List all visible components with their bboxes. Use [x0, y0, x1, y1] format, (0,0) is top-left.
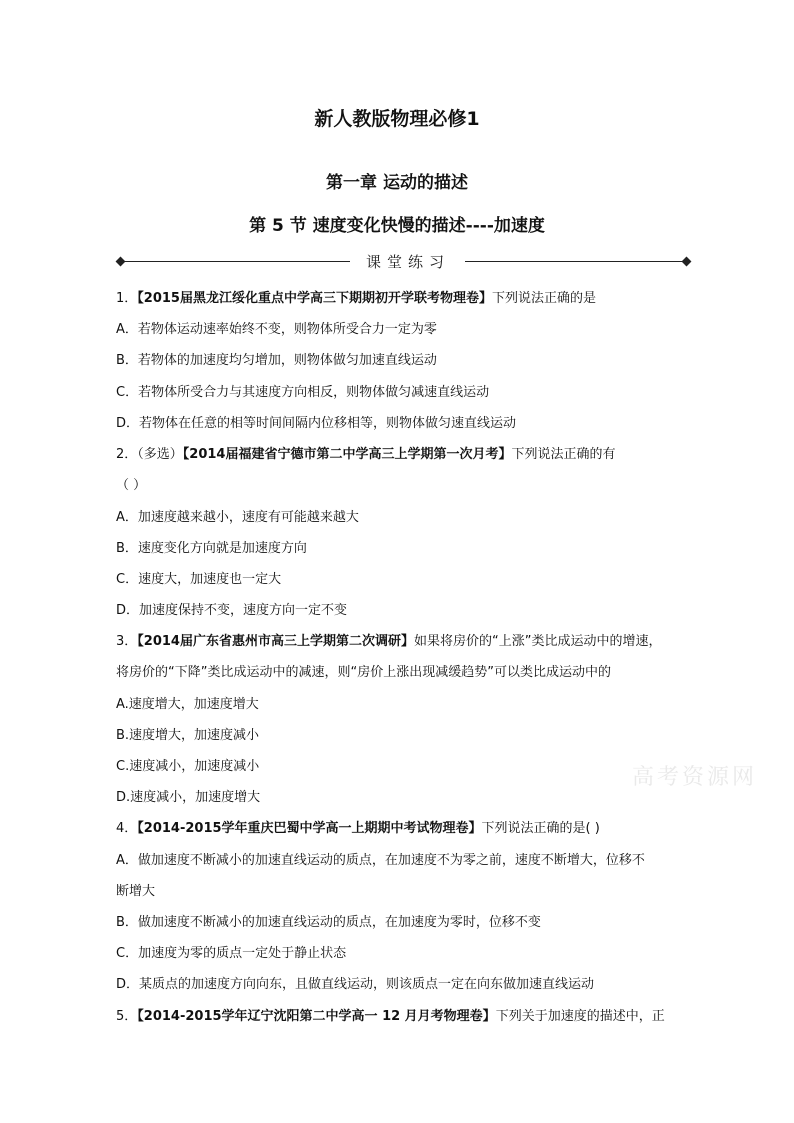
- question-text: 下列说法正确的有: [511, 447, 616, 462]
- question-3-option-d: D.速度减小，加速度增大: [116, 790, 261, 805]
- question-1-option-b: B．若物体的加速度均匀增加，则物体做匀加速直线运动: [116, 353, 437, 368]
- question-number: 4．: [116, 821, 138, 836]
- question-source: 【2014-2015学年重庆巴蜀中学高一上期期中考试物理卷】: [137, 821, 482, 836]
- question-4-option-d: D．某质点的加速度方向向东，且做直线运动，则该质点一定在向东做加速直线运动: [116, 977, 595, 992]
- question-1-option-c: C．若物体所受合力与其速度方向相反，则物体做匀减速直线运动: [116, 385, 490, 400]
- book-title: 新人教版物理必修1: [314, 108, 480, 130]
- question-4-option-a: A．做加速度不断减小的加速直线运动的质点，在加速度不为零之前，速度不断增大，位移不: [116, 853, 645, 868]
- question-number: 5．: [116, 1009, 138, 1024]
- question-number: 1．: [116, 291, 138, 306]
- watermark: 高考资源网: [632, 765, 758, 790]
- question-5-stem: [116, 1009, 665, 1025]
- question-source: 【2014-2015学年辽宁沈阳第二中学高一 12 月月考物理卷】: [137, 1009, 496, 1024]
- question-3-option-c: C.速度减小，加速度减小: [116, 759, 260, 774]
- question-3-stem-continued: 将房价的“下降”类比成运动中的减速，则“房价上涨出现减缓趋势”可以类比成运动中的: [116, 665, 611, 680]
- question-text: 下列说法正确的是: [491, 291, 596, 306]
- question-2-answer-blank: （ ）: [116, 478, 147, 493]
- question-number: 3．: [116, 634, 138, 649]
- question-3-stem: [116, 634, 661, 650]
- question-source: 【2015届黑龙江绥化重点中学高三下期期初开学联考物理卷】: [137, 291, 492, 306]
- question-source: 【2014届广东省惠州市高三上学期第二次调研】: [137, 634, 414, 649]
- question-2-option-c: C．速度大，加速度也一定大: [116, 572, 282, 587]
- question-2-option-a: A．加速度越来越小，速度有可能越来越大: [116, 510, 359, 525]
- question-1-option-a: A．若物体运动速率始终不变，则物体所受合力一定为零: [116, 322, 437, 337]
- question-1-option-d: D．若物体在任意的相等时间间隔内位移相等，则物体做匀速直线运动: [116, 416, 517, 431]
- question-4-option-a-continued: 断增大: [116, 884, 156, 899]
- chapter-title: 第一章 运动的描述: [326, 173, 468, 193]
- question-2-option-d: D．加速度保持不变，速度方向一定不变: [116, 603, 348, 618]
- divider-right-line: [465, 261, 687, 262]
- practice-label: 课堂练习: [365, 253, 450, 271]
- divider-right-diamond-icon: [682, 257, 692, 267]
- question-4-option-c: C．加速度为零的质点一定处于静止状态: [116, 946, 347, 961]
- practice-divider: [117, 251, 691, 273]
- question-4-option-b: B．做加速度不断减小的加速直线运动的质点，在加速度为零时，位移不变: [116, 915, 541, 930]
- divider-left-line: [121, 261, 350, 262]
- question-text: 如果将房价的“上涨”类比成运动中的增速，: [413, 634, 662, 649]
- question-text: 下列说法正确的是( ): [481, 821, 600, 836]
- question-number: 2．（多选）: [116, 447, 183, 462]
- question-2-option-b: B．速度变化方向就是加速度方向: [116, 541, 307, 556]
- question-2-stem: [116, 447, 615, 463]
- question-4-stem: [116, 821, 600, 837]
- question-1-stem: [116, 291, 596, 307]
- question-3-option-a: A.速度增大，加速度增大: [116, 697, 259, 712]
- question-text: 下列关于加速度的描述中，正: [495, 1009, 665, 1024]
- section-title: 第 5 节 速度变化快慢的描述----加速度: [249, 216, 545, 236]
- question-source: 【2014届福建省宁德市第二中学高三上学期第一次月考】: [182, 447, 512, 462]
- question-3-option-b: B.速度增大，加速度减小: [116, 728, 260, 743]
